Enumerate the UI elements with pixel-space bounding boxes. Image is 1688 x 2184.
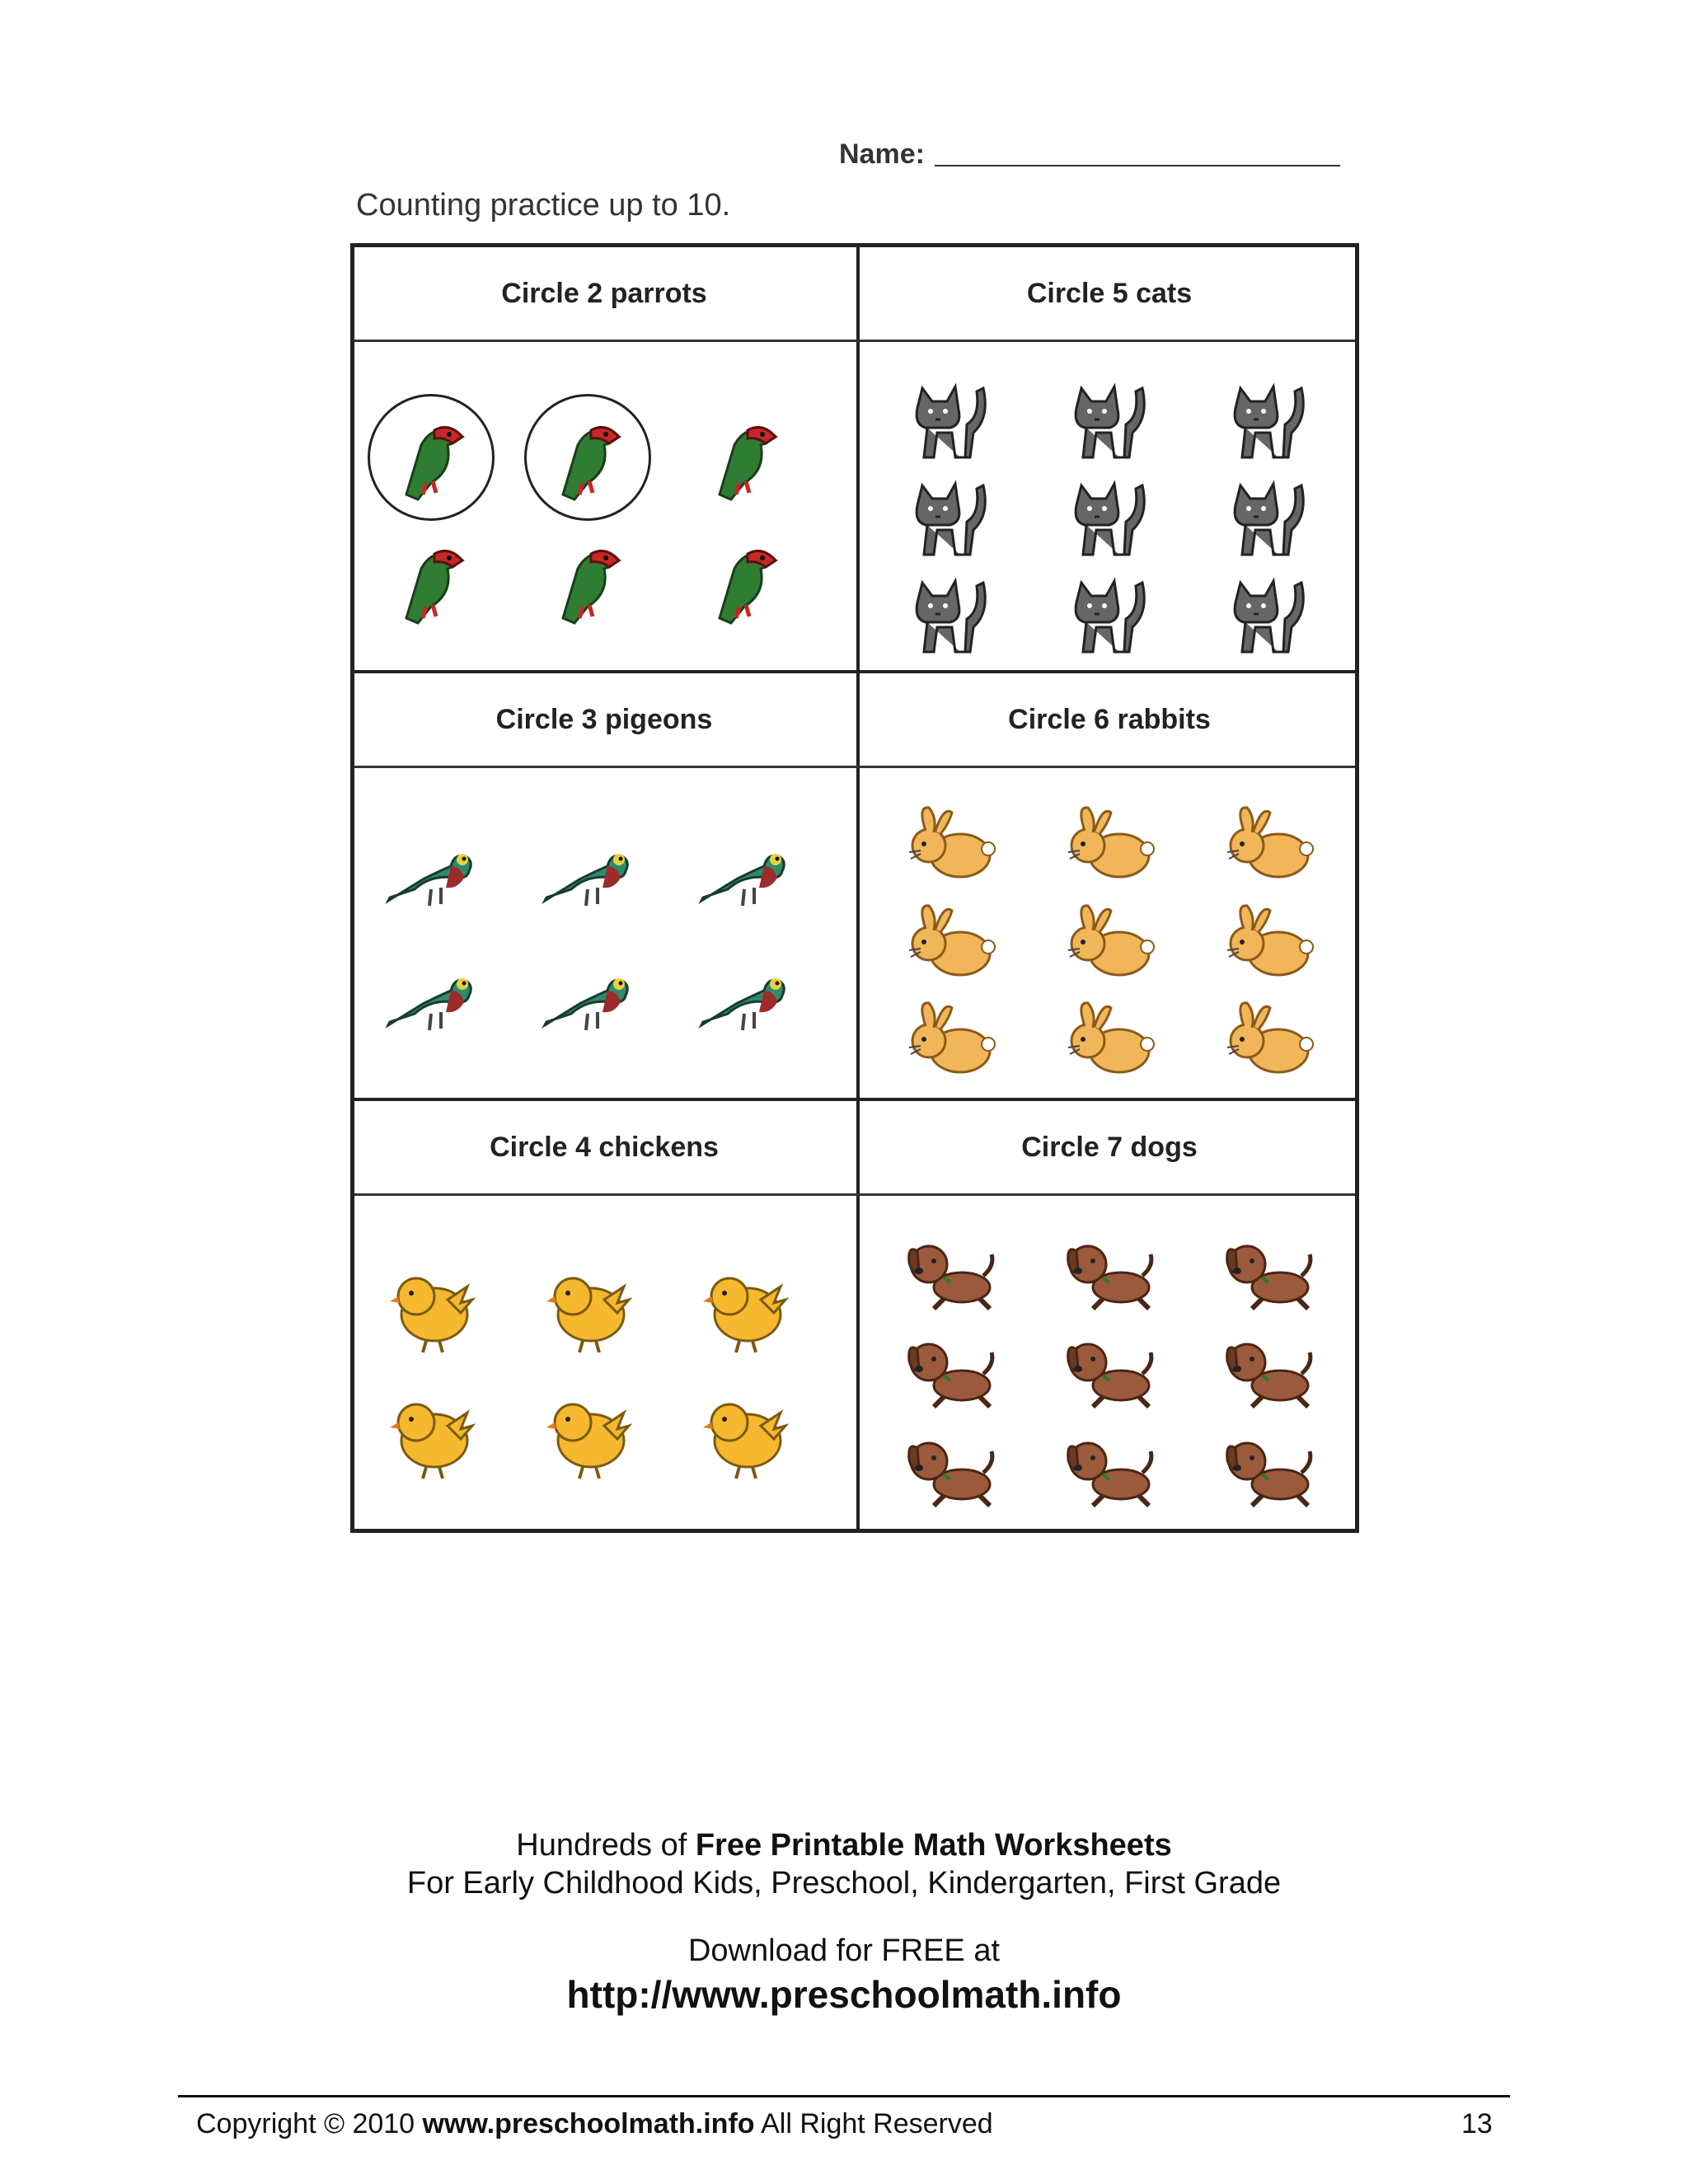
pigeon-icon[interactable] (382, 838, 481, 929)
page-number: 13 (1461, 2108, 1493, 2139)
dog-icon[interactable] (1219, 1230, 1318, 1320)
cat-icon[interactable] (901, 569, 1000, 660)
copyright-site-link[interactable]: www.preschoolmath.info (422, 2108, 755, 2139)
footer-line-1-prefix: Hundreds of (516, 1828, 696, 1863)
footer-line-3: Download for FREE at (687, 1933, 1001, 1968)
chicken-icon[interactable] (382, 1393, 481, 1483)
copyright-text (196, 2108, 993, 2140)
name-blank-line[interactable] (935, 165, 1340, 166)
cat-icon[interactable] (1219, 472, 1318, 563)
rabbit-icon[interactable] (1219, 801, 1318, 892)
parrot-icon[interactable] (695, 536, 794, 626)
rabbit-icon[interactable] (1219, 996, 1318, 1087)
dog-icon[interactable] (901, 1427, 1000, 1517)
rabbit-icon[interactable] (901, 899, 1000, 990)
dog-icon[interactable] (1060, 1230, 1159, 1320)
worksheet-table (350, 243, 1359, 1533)
name-field[interactable] (839, 138, 1340, 171)
dog-icon[interactable] (1219, 1427, 1318, 1517)
parrot-icon[interactable] (382, 412, 481, 503)
parrot-icon[interactable] (382, 536, 481, 626)
cell-title-pigeons: Circle 3 pigeons (495, 703, 713, 735)
footer-divider (178, 2095, 1510, 2097)
pigeon-icon[interactable] (695, 838, 794, 929)
cell-title-cats: Circle 5 cats (1026, 277, 1193, 309)
parrot-icon[interactable] (538, 412, 637, 503)
rabbit-icon[interactable] (1219, 899, 1318, 990)
cell-cats[interactable] (860, 342, 1359, 670)
cat-icon[interactable] (901, 472, 1000, 563)
footer-url-link[interactable]: http://www.preschoolmath.info (566, 1973, 1122, 2016)
cell-title-parrots: Circle 2 parrots (501, 277, 707, 309)
chicken-icon[interactable] (382, 1267, 481, 1357)
name-label: Name: (839, 138, 925, 170)
cat-icon[interactable] (1060, 569, 1159, 660)
chicken-icon[interactable] (538, 1393, 637, 1483)
chicken-icon[interactable] (538, 1267, 637, 1357)
pigeon-icon[interactable] (538, 838, 637, 929)
parrot-icon[interactable] (695, 412, 794, 503)
chicken-icon[interactable] (695, 1267, 794, 1357)
copyright-prefix: Copyright © 2010 (196, 2108, 423, 2139)
worksheet-subtitle: Counting practice up to 10. (356, 188, 731, 223)
parrot-icon[interactable] (538, 536, 637, 626)
cat-icon[interactable] (1060, 472, 1159, 563)
cat-icon[interactable] (1060, 375, 1159, 466)
cell-dogs[interactable] (860, 1196, 1359, 1529)
rabbit-icon[interactable] (901, 996, 1000, 1087)
cat-icon[interactable] (901, 375, 1000, 466)
dog-icon[interactable] (1219, 1328, 1318, 1418)
chicken-icon[interactable] (695, 1393, 794, 1483)
cell-rabbits[interactable] (860, 768, 1359, 1098)
dog-icon[interactable] (1060, 1328, 1159, 1418)
cell-title-chickens: Circle 4 chickens (490, 1131, 719, 1163)
rabbit-icon[interactable] (1060, 801, 1159, 892)
dog-icon[interactable] (901, 1328, 1000, 1418)
cell-chickens[interactable] (354, 1196, 854, 1529)
cell-title-dogs: Circle 7 dogs (1021, 1131, 1198, 1163)
rabbit-icon[interactable] (1060, 996, 1159, 1087)
pigeon-icon[interactable] (382, 963, 481, 1053)
cell-title-rabbits: Circle 6 rabbits (1008, 703, 1211, 735)
cell-pigeons[interactable] (354, 768, 854, 1098)
cat-icon[interactable] (1219, 375, 1318, 466)
rabbit-icon[interactable] (1060, 899, 1159, 990)
copyright-suffix: All Right Reserved (754, 2108, 993, 2139)
dog-icon[interactable] (1060, 1427, 1159, 1517)
dog-icon[interactable] (901, 1230, 1000, 1320)
cat-icon[interactable] (1219, 569, 1318, 660)
footer-line-2: For Early Childhood Kids, Preschool, Kindergarten, First Grade (406, 1866, 1282, 1900)
pigeon-icon[interactable] (695, 963, 794, 1053)
cell-parrots[interactable] (354, 342, 854, 670)
pigeon-icon[interactable] (538, 963, 637, 1053)
footer-line-1 (0, 1828, 1688, 1863)
footer-line-1-bold: Free Printable Math Worksheets (695, 1828, 1172, 1863)
rabbit-icon[interactable] (901, 801, 1000, 892)
